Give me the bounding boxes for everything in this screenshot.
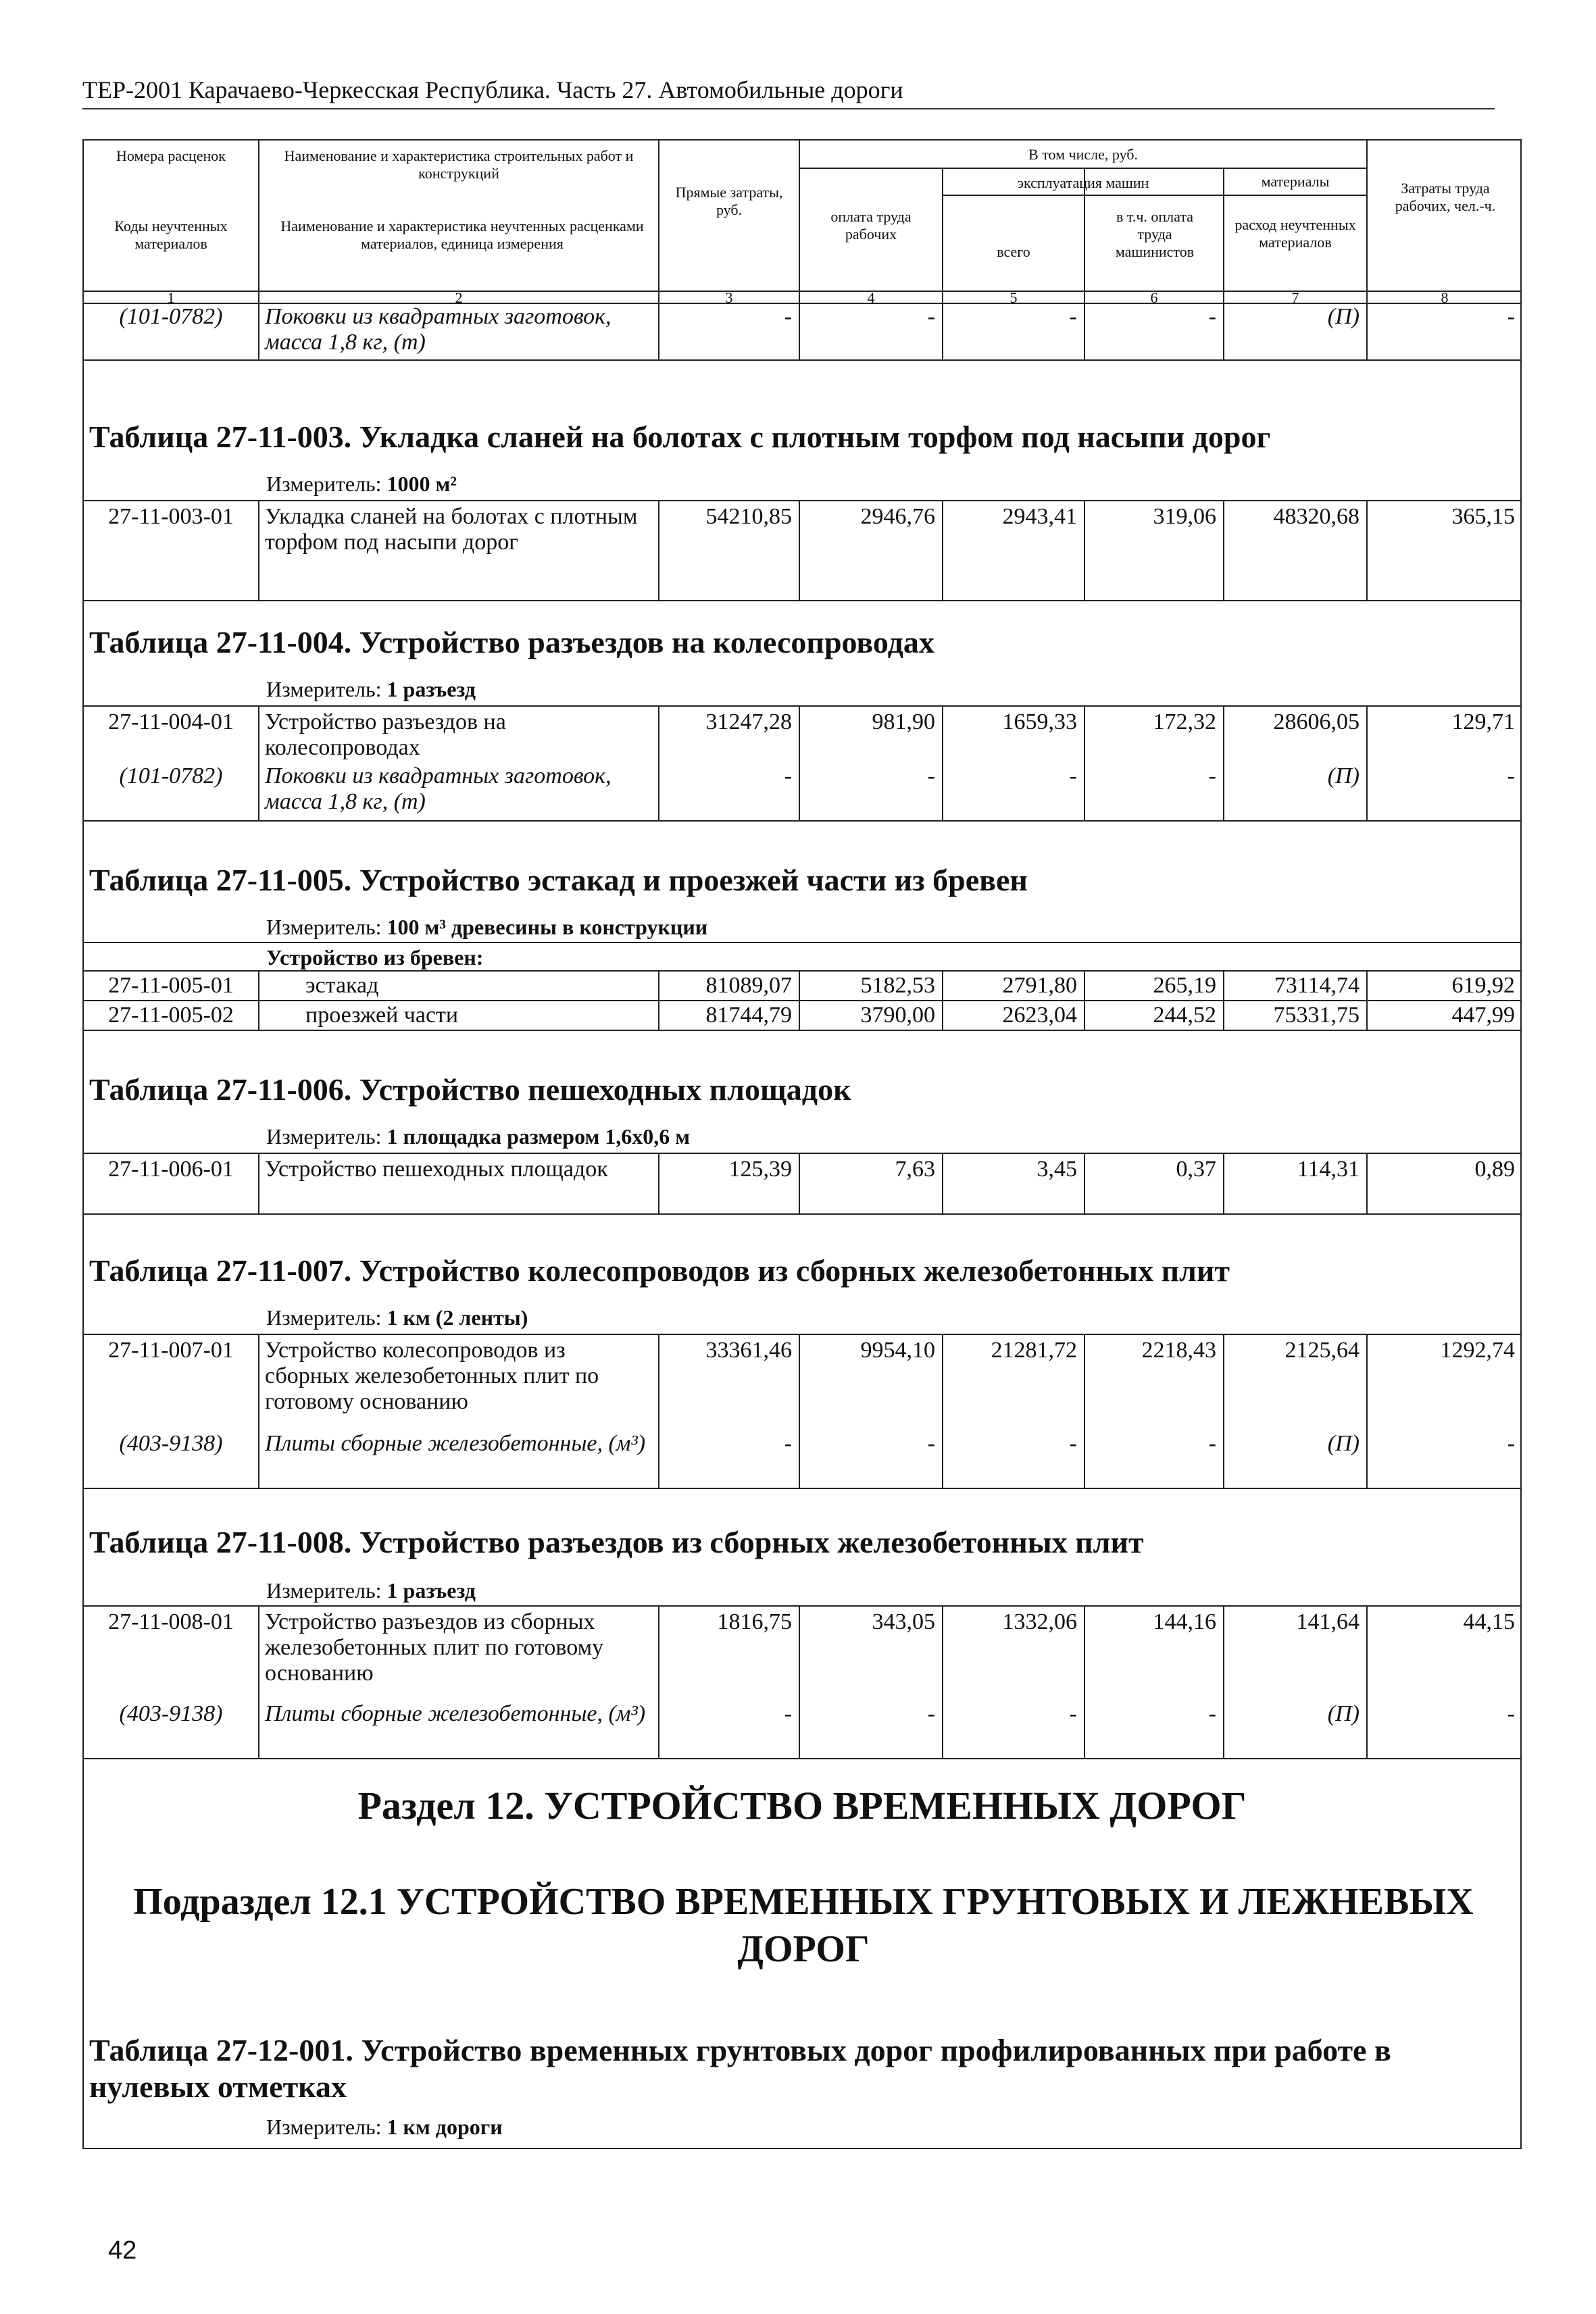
rate-code: 27-11-005-01 bbox=[108, 973, 234, 998]
work-name: Устройство разъездов на колесопроводах bbox=[265, 709, 506, 760]
header-col-number: 5 bbox=[1009, 289, 1018, 306]
machines-total: 3,45 bbox=[1037, 1157, 1077, 1182]
materials: 73114,74 bbox=[1274, 973, 1360, 998]
direct-costs: 54210,85 bbox=[705, 504, 792, 529]
direct-costs: - bbox=[784, 304, 792, 329]
header-col-number: 4 bbox=[867, 289, 875, 306]
machines-wages: - bbox=[1208, 1431, 1216, 1456]
machines-total: - bbox=[1069, 1701, 1077, 1726]
header-wages: оплата труда рабочих bbox=[830, 208, 912, 243]
measure-label: Измеритель: bbox=[266, 677, 382, 701]
labor: 619,92 bbox=[1451, 973, 1515, 998]
machines-total: 1332,06 bbox=[1002, 1609, 1077, 1634]
machines-total: 21281,72 bbox=[991, 1338, 1077, 1363]
wages: - bbox=[927, 304, 935, 329]
machines-wages: 0,37 bbox=[1176, 1157, 1216, 1182]
material-name: Плиты сборные железобетонные, (м³) bbox=[265, 1431, 646, 1456]
labor: 447,99 bbox=[1451, 1003, 1515, 1028]
machines-total: 2623,04 bbox=[1002, 1003, 1077, 1028]
wages: - bbox=[927, 1431, 935, 1456]
wages: - bbox=[927, 763, 935, 788]
header-col-number: 1 bbox=[167, 289, 175, 306]
labor: - bbox=[1507, 763, 1515, 788]
header-col-number: 8 bbox=[1441, 289, 1449, 306]
direct-costs: 81744,79 bbox=[705, 1003, 792, 1028]
labor: 1292,74 bbox=[1440, 1338, 1515, 1363]
machines-wages: 2218,43 bbox=[1141, 1338, 1216, 1363]
measure-unit: 1 км (2 ленты) bbox=[386, 1305, 528, 1330]
material-code: (403-9138) bbox=[119, 1431, 223, 1456]
rate-code: 27-11-006-01 bbox=[108, 1157, 234, 1182]
rate-code: 27-11-005-02 bbox=[108, 1003, 234, 1028]
header-col-number: 7 bbox=[1291, 289, 1299, 306]
direct-costs: - bbox=[784, 1701, 792, 1726]
table-title: Таблица 27-11-003. Укладка сланей на болотах с плотным торфом под насыпи дорог bbox=[89, 420, 1271, 454]
material-code: (101-0782) bbox=[119, 304, 223, 329]
materials: 114,31 bbox=[1297, 1157, 1360, 1182]
materials: 48320,68 bbox=[1273, 504, 1360, 529]
table-title: Таблица 27-11-004. Устройство разъездов на колесопроводах bbox=[89, 625, 934, 659]
measure-label: Измеритель: bbox=[266, 1124, 382, 1149]
machines-wages: 172,32 bbox=[1153, 709, 1216, 734]
work-name: эстакад bbox=[305, 973, 379, 998]
materials: (П) bbox=[1327, 1431, 1360, 1456]
header-col-number: 2 bbox=[455, 289, 463, 306]
header-machines-wages: в т.ч. оплата труда машинистов bbox=[1115, 208, 1195, 260]
labor: 0,89 bbox=[1474, 1157, 1515, 1182]
machines-wages: - bbox=[1208, 763, 1216, 788]
materials: 141,64 bbox=[1296, 1609, 1360, 1634]
work-name: Устройство пешеходных площадок bbox=[265, 1157, 608, 1182]
header-direct-costs: Прямые затраты, руб. bbox=[675, 184, 783, 218]
machines-total: - bbox=[1069, 1431, 1077, 1456]
wages: 5182,53 bbox=[860, 973, 935, 998]
table-title: Таблица 27-11-005. Устройство эстакад и проезжей части из бревен bbox=[89, 863, 1028, 897]
material-name: Поковки из квадратных заготовок, масса 1,8 кг, (т) bbox=[265, 304, 612, 355]
machines-total: - bbox=[1069, 763, 1077, 788]
group-heading: Устройство из бревен: bbox=[266, 945, 484, 970]
rate-code: 27-11-003-01 bbox=[108, 504, 234, 529]
materials: (П) bbox=[1327, 1701, 1360, 1726]
work-name: проезжей части bbox=[305, 1003, 459, 1028]
measure-label: Измеритель: bbox=[266, 472, 382, 496]
measure-unit: 1 площадка размером 1,6х0,6 м bbox=[386, 1124, 691, 1149]
measure-label: Измеритель: bbox=[266, 1305, 382, 1330]
direct-costs: 31247,28 bbox=[705, 709, 792, 734]
measure-label: Измеритель: bbox=[266, 2115, 382, 2139]
header-including: В том числе, руб. bbox=[1028, 146, 1138, 163]
rate-code: 27-11-007-01 bbox=[108, 1338, 234, 1363]
header-machines-total: всего bbox=[997, 243, 1030, 260]
direct-costs: 125,39 bbox=[728, 1157, 792, 1182]
subsection-title: Подраздел 12.1 УСТРОЙСТВО ВРЕМЕННЫХ ГРУНТОВЫХ И ЛЕЖНЕВЫХ ДОРОГ bbox=[133, 1881, 1474, 1970]
wages: 343,05 bbox=[872, 1609, 935, 1634]
machines-total: 2791,80 bbox=[1002, 973, 1077, 998]
labor: 129,71 bbox=[1451, 709, 1515, 734]
measure-unit: 1 разъезд bbox=[386, 677, 476, 701]
work-name: Устройство колесопроводов из сборных железобетонных плит по готовому основанию bbox=[265, 1338, 599, 1414]
direct-costs: 1816,75 bbox=[717, 1609, 792, 1634]
wages: 7,63 bbox=[895, 1157, 935, 1182]
page-number: 42 bbox=[108, 2236, 137, 2265]
materials: (П) bbox=[1327, 763, 1360, 788]
material-code: (403-9138) bbox=[119, 1701, 223, 1726]
work-name: Устройство разъездов из сборных железобетонных плит по готовому основанию bbox=[265, 1609, 604, 1686]
labor: 365,15 bbox=[1451, 504, 1515, 529]
materials: (П) bbox=[1327, 304, 1360, 329]
measure-unit: 1000 м² bbox=[386, 472, 457, 496]
table-title: Таблица 27-11-007. Устройство колесопроводов из сборных железобетонных плит bbox=[89, 1253, 1230, 1288]
header-col-number: 6 bbox=[1150, 289, 1158, 306]
header-machines: эксплуатация машин bbox=[1017, 174, 1149, 191]
material-name: Поковки из квадратных заготовок, масса 1,8 кг, (т) bbox=[265, 763, 612, 814]
work-name: Укладка сланей на болотах с плотным торфом под насыпи дорог bbox=[265, 504, 638, 555]
materials: 28606,05 bbox=[1273, 709, 1360, 734]
wages: - bbox=[927, 1701, 935, 1726]
table-title: Таблица 27-11-006. Устройство пешеходных площадок bbox=[89, 1072, 851, 1107]
machines-total: - bbox=[1069, 304, 1077, 329]
measure-unit: 1 км дороги bbox=[386, 2115, 503, 2139]
direct-costs: - bbox=[784, 1431, 792, 1456]
wages: 981,90 bbox=[872, 709, 935, 734]
material-name: Плиты сборные железобетонные, (м³) bbox=[265, 1701, 646, 1726]
measure-label: Измеритель: bbox=[266, 915, 382, 939]
measure-label: Измеритель: bbox=[266, 1578, 382, 1603]
wages: 2946,76 bbox=[860, 504, 935, 529]
machines-wages: 265,19 bbox=[1153, 973, 1216, 998]
machines-wages: 244,52 bbox=[1153, 1003, 1216, 1028]
header-col-number: 3 bbox=[725, 289, 733, 306]
measure-unit: 100 м³ древесины в конструкции bbox=[386, 915, 708, 939]
price-table bbox=[82, 139, 1522, 2149]
direct-costs: 81089,07 bbox=[705, 973, 792, 998]
direct-costs: 33361,46 bbox=[705, 1338, 792, 1363]
labor: 44,15 bbox=[1463, 1609, 1515, 1634]
header-code: Номера расценок bbox=[116, 147, 226, 164]
machines-wages: 144,16 bbox=[1153, 1609, 1216, 1634]
measure-unit: 1 разъезд bbox=[386, 1578, 476, 1603]
direct-costs: - bbox=[784, 763, 792, 788]
machines-wages: 319,06 bbox=[1153, 504, 1216, 529]
table-title: Таблица 27-11-008. Устройство разъездов из сборных железобетонных плит bbox=[89, 1525, 1144, 1559]
machines-wages: - bbox=[1208, 304, 1216, 329]
materials: 2125,64 bbox=[1285, 1338, 1360, 1363]
materials: 75331,75 bbox=[1273, 1003, 1360, 1028]
header-materials-sub: расход неучтенных материалов bbox=[1235, 216, 1356, 251]
machines-total: 2943,41 bbox=[1002, 504, 1077, 529]
table-title: Таблица 27-12-001. Устройство временных грунтовых дорог профилированных при работе в нулевых отметках bbox=[89, 2033, 1391, 2104]
labor: - bbox=[1507, 1701, 1515, 1726]
wages: 9954,10 bbox=[860, 1338, 935, 1363]
header-materials: материалы bbox=[1261, 173, 1330, 190]
header-material-name: Наименование и характеристика неучтенных расценками материалов, единица измерения bbox=[280, 218, 644, 252]
section-title: Раздел 12. УСТРОЙСТВО ВРЕМЕННЫХ ДОРОГ bbox=[357, 1784, 1247, 1828]
rate-code: 27-11-008-01 bbox=[108, 1609, 234, 1634]
machines-wages: - bbox=[1208, 1701, 1216, 1726]
header-work-name: Наименование и характеристика строительных работ и конструкций bbox=[284, 147, 634, 182]
rate-code: 27-11-004-01 bbox=[108, 709, 234, 734]
labor: - bbox=[1507, 1431, 1515, 1456]
labor: - bbox=[1507, 304, 1515, 329]
material-code: (101-0782) bbox=[119, 763, 223, 788]
wages: 3790,00 bbox=[860, 1003, 935, 1028]
header-labor: Затраты труда рабочих, чел.-ч. bbox=[1395, 180, 1496, 214]
header-material-code: Коды неучтенных материалов bbox=[114, 218, 228, 252]
machines-total: 1659,33 bbox=[1002, 709, 1077, 734]
page-header: ТЕР-2001 Карачаево-Черкесская Республика. Часть 27. Автомобильные дороги bbox=[82, 76, 1495, 109]
